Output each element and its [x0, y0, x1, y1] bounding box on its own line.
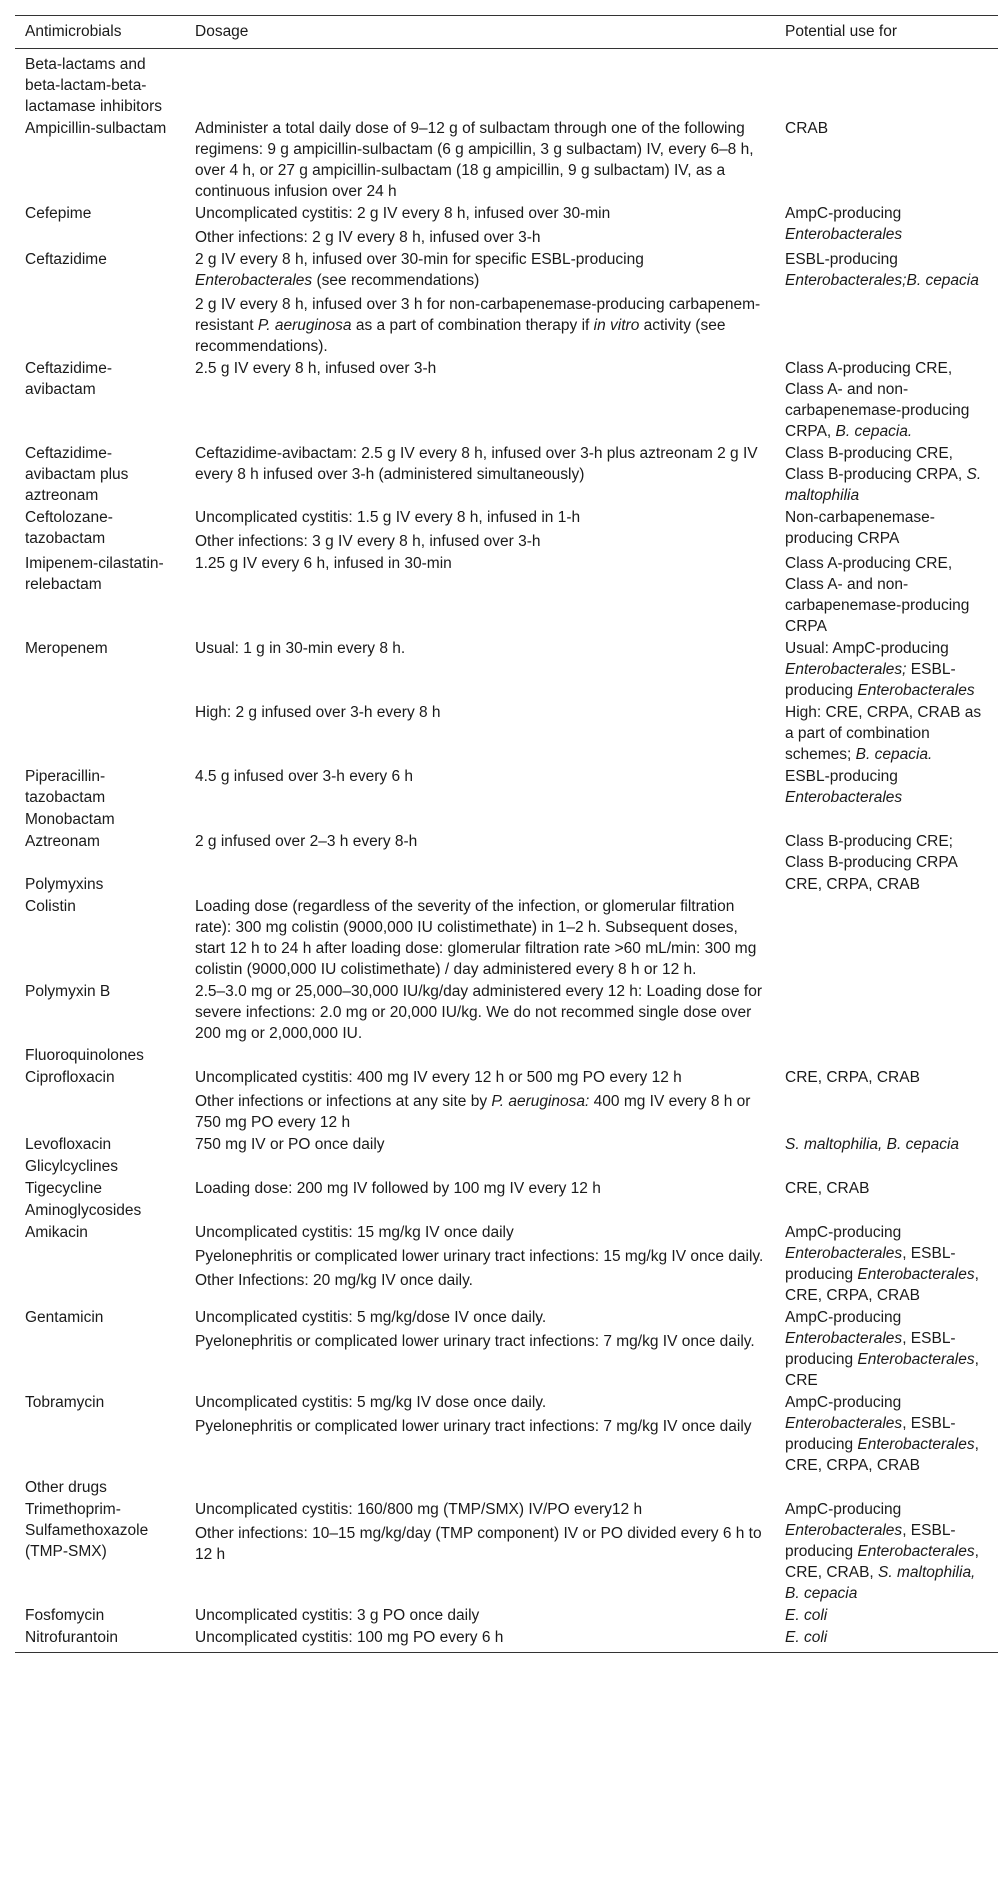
dosage-text: Uncomplicated cystitis: 3 g PO once daily	[195, 1607, 480, 1624]
potential-use-paragraph	[785, 507, 988, 549]
potential-use-cell	[775, 49, 998, 119]
dosage-paragraph	[195, 1091, 765, 1133]
table-row	[15, 1200, 998, 1222]
dosage-text: 2 g IV every 8 h, infused over 30-min for specific ESBL-producing	[195, 251, 644, 268]
table-row	[15, 1499, 998, 1605]
dosage-cell	[185, 507, 775, 553]
dosage-paragraph	[195, 118, 765, 202]
dosage-paragraph	[195, 1392, 765, 1413]
potential-use-text: Enterobacterales	[785, 1522, 903, 1539]
potential-use-text: Enterobacterales	[857, 1436, 975, 1453]
table-row	[15, 553, 998, 638]
antimicrobial-cell: Polymyxin B	[25, 983, 111, 1000]
dosage-cell	[185, 1045, 775, 1067]
antimicrobial-cell: Piperacillin-tazobactam	[25, 768, 106, 806]
potential-use-text: B. cepacia.	[835, 423, 913, 440]
table-row	[15, 1178, 998, 1200]
dosage-text: 4.5 g infused over 3-h every 6 h	[195, 768, 413, 785]
dosage-paragraph	[195, 1178, 765, 1199]
antimicrobial-cell: Aztreonam	[25, 833, 100, 850]
antimicrobial-cell: Ceftazidime	[25, 251, 107, 268]
dosage-text: Enterobacterales	[195, 272, 313, 289]
potential-use-cell	[775, 766, 998, 809]
dosage-text: Uncomplicated cystitis: 2 g IV every 8 h, infused over 30-min	[195, 205, 611, 222]
antimicrobial-cell: Fosfomycin	[25, 1607, 105, 1624]
potential-use-cell	[775, 1627, 998, 1653]
potential-use-cell	[775, 1605, 998, 1627]
dosage-text: P. aeruginosa:	[491, 1093, 590, 1110]
dosage-text: 2.5 g IV every 8 h, infused over 3-h	[195, 360, 437, 377]
potential-use-paragraph	[785, 203, 988, 245]
dosage-text: activity (see recommendations).	[195, 317, 726, 355]
potential-use-cell	[775, 203, 998, 249]
dosage-text: Uncomplicated cystitis: 400 mg IV every 12 h or 500 mg PO every 12 h	[195, 1069, 682, 1086]
antimicrobial-cell: Colistin	[25, 898, 76, 915]
dosage-paragraph	[195, 766, 765, 787]
table-row	[15, 1222, 998, 1307]
potential-use-text: ESBL-producing	[785, 768, 898, 785]
dosage-text: (see recommendations)	[312, 272, 480, 289]
dosage-paragraph	[195, 896, 765, 980]
dosage-cell	[185, 702, 775, 766]
dosage-text: Uncomplicated cystitis: 160/800 mg (TMP/SMX) IV/PO every12 h	[195, 1501, 643, 1518]
potential-use-cell	[775, 249, 998, 358]
table-body	[15, 49, 998, 1653]
potential-use-paragraph	[785, 702, 988, 765]
dosage-paragraph	[195, 1270, 765, 1291]
potential-use-text: AmpC-producing	[785, 1394, 902, 1411]
dosage-text: Administer a total daily dose of 9–12 g of sulbactam through one of the following regimens: 9 g ampicillin-sulbactam (6 g ampicillin, 3 g sulbactam) IV, every 6–8 h, over 4 h, or 27 g ampicillin-sulbactam (18 g ampicillin, 9 g sulbactam) IV, as a continuous infusion over 24 h	[195, 120, 754, 200]
dosage-text: Uncomplicated cystitis: 100 mg PO every 6 h	[195, 1629, 504, 1646]
potential-use-paragraph	[785, 638, 988, 701]
potential-use-text: Class B-producing CRE; Class B-producing CRPA	[785, 833, 958, 871]
dosage-text: Uncomplicated cystitis: 5 mg/kg/dose IV once daily.	[195, 1309, 547, 1326]
dosage-cell	[185, 766, 775, 809]
antimicrobial-cell: Gentamicin	[25, 1309, 104, 1326]
antimicrobial-cell: Nitrofurantoin	[15, 1627, 185, 1653]
dosage-paragraph	[195, 358, 765, 379]
potential-use-cell	[775, 1477, 998, 1499]
potential-use-cell	[775, 507, 998, 553]
dosage-paragraph	[195, 1331, 765, 1352]
dosage-cell	[185, 809, 775, 831]
table-row	[15, 809, 998, 831]
antimicrobial-cell: Glicylcyclines	[25, 1158, 119, 1175]
header-potential-use: Potential use for	[775, 16, 998, 49]
dosage-paragraph	[195, 531, 765, 552]
table-row	[15, 874, 998, 896]
dosage-text: in vitro	[593, 317, 640, 334]
potential-use-paragraph	[785, 1067, 988, 1088]
dosage-cell	[185, 1392, 775, 1477]
potential-use-text: , ESBL-producing	[785, 1522, 956, 1560]
potential-use-paragraph	[785, 831, 988, 873]
dosage-text: 2 g infused over 2–3 h every 8-h	[195, 833, 418, 850]
potential-use-text: Enterobacterales	[857, 682, 975, 699]
dosage-paragraph	[195, 294, 765, 357]
dosage-cell	[185, 1307, 775, 1392]
potential-use-text: AmpC-producing	[785, 1501, 902, 1518]
dosage-cell	[185, 981, 775, 1045]
potential-use-text: B. cepacia.	[855, 746, 933, 763]
potential-use-text: Enterobacterales	[857, 1266, 975, 1283]
dosage-paragraph	[195, 1416, 765, 1437]
antimicrobial-cell: Levofloxacin	[25, 1136, 112, 1153]
dosage-paragraph	[195, 1246, 765, 1267]
dosage-paragraph	[195, 1134, 765, 1155]
potential-use-paragraph	[785, 249, 988, 291]
dosage-cell	[185, 1134, 775, 1156]
potential-use-paragraph	[785, 1134, 988, 1155]
table-row	[15, 443, 998, 507]
dosage-cell	[185, 1200, 775, 1222]
potential-use-cell	[775, 702, 998, 766]
table-row	[15, 249, 998, 358]
potential-use-cell	[775, 1200, 998, 1222]
dosage-text: Other infections: 2 g IV every 8 h, infused over 3-h	[195, 229, 541, 246]
dosage-cell	[185, 118, 775, 203]
potential-use-text: , ESBL-producing	[785, 1330, 956, 1368]
potential-use-text: Enterobacterales	[785, 1245, 903, 1262]
table-row	[15, 638, 998, 702]
dosage-text: Ceftazidime-avibactam: 2.5 g IV every 8 h, infused over 3-h plus aztreonam 2 g IV every 8 h infused over 3-h (administered simultaneously)	[195, 445, 758, 483]
potential-use-cell	[775, 874, 998, 896]
antimicrobial-cell: Beta-lactams and beta-lactam-beta-lactamase inhibitors	[25, 56, 162, 115]
dosage-text: Other Infections: 20 mg/kg IV once daily.	[195, 1272, 473, 1289]
potential-use-paragraph	[785, 1499, 988, 1604]
dosage-cell	[185, 896, 775, 981]
potential-use-cell	[775, 443, 998, 507]
potential-use-cell	[775, 1307, 998, 1392]
dosage-cell	[185, 831, 775, 874]
table-row	[15, 1605, 998, 1627]
dosage-text: High: 2 g infused over 3-h every 8 h	[195, 704, 441, 721]
potential-use-text: ESBL-producing	[785, 251, 898, 268]
potential-use-text: Enterobacterales	[857, 1351, 975, 1368]
antimicrobial-cell: Imipenem-cilastatin-relebactam	[25, 555, 164, 593]
dosage-text: 2.5–3.0 mg or 25,000–30,000 IU/kg/day administered every 12 h: Loading dose for severe infections: 2.0 mg or 20,000 IU/kg. We do not recommed single dose over 200 mg or 2,000,000 IU.	[195, 983, 762, 1042]
potential-use-cell	[775, 1499, 998, 1605]
table-row	[15, 1392, 998, 1477]
dosage-paragraph	[195, 1605, 765, 1626]
antimicrobials-table	[15, 15, 998, 1653]
potential-use-text: Class A-producing CRE, Class A- and non-carbapenemase-producing CRPA,	[785, 360, 970, 440]
dosage-text: Uncomplicated cystitis: 5 mg/kg IV dose once daily.	[195, 1394, 547, 1411]
potential-use-cell	[775, 358, 998, 443]
potential-use-paragraph	[785, 1307, 988, 1391]
dosage-text: as a part of combination therapy if	[351, 317, 594, 334]
dosage-text: Pyelonephritis or complicated lower urinary tract infections: 15 mg/kg IV once daily.	[195, 1248, 764, 1265]
antimicrobial-cell: Polymyxins	[25, 876, 104, 893]
dosage-cell	[185, 1156, 775, 1178]
antimicrobial-cell: Trimethoprim-Sulfamethoxazole (TMP-SMX)	[25, 1501, 149, 1560]
dosage-text: 2 g IV every 8 h, infused over 3 h for non-carbapenemase-producing carbapenem-resistant	[195, 296, 761, 334]
potential-use-text: S. maltophilia	[785, 466, 982, 504]
potential-use-paragraph	[785, 1605, 988, 1626]
table-row	[15, 896, 998, 981]
header-dosage: Dosage	[185, 16, 775, 49]
table-row	[15, 1134, 998, 1156]
potential-use-cell	[775, 1178, 998, 1200]
dosage-cell	[185, 1499, 775, 1605]
potential-use-cell	[775, 553, 998, 638]
potential-use-text: , CRE, CRAB,	[785, 1543, 979, 1581]
potential-use-paragraph	[785, 766, 988, 808]
potential-use-cell	[775, 896, 998, 981]
potential-use-text: CRAB	[785, 120, 829, 137]
antimicrobial-cell: Tigecycline	[25, 1180, 102, 1197]
dosage-cell	[185, 1477, 775, 1499]
potential-use-paragraph	[785, 1392, 988, 1476]
dosage-paragraph	[195, 227, 765, 248]
potential-use-cell	[775, 1156, 998, 1178]
potential-use-cell	[775, 1045, 998, 1067]
potential-use-paragraph	[785, 1627, 988, 1648]
dosage-paragraph	[195, 1627, 765, 1648]
dosage-cell	[185, 443, 775, 507]
potential-use-cell	[775, 638, 998, 702]
antimicrobial-cell: Meropenem	[25, 640, 108, 657]
dosage-text: 750 mg IV or PO once daily	[195, 1136, 385, 1153]
potential-use-text: Enterobacterales	[785, 1330, 903, 1347]
potential-use-paragraph	[785, 553, 988, 637]
table-row	[15, 1067, 998, 1134]
dosage-text: Loading dose (regardless of the severity of the infection, or glomerular filtration rate): 300 mg colistin (9000,000 IU colistimethate) in 1–2 h. Subsequent doses, start 12 h to 24 h after loading dose: glomerular filtration rate >60 mL/min: 300 mg colistin (9000,000 IU colistimethate) / day administered every 8 h or 12 h.	[195, 898, 757, 978]
potential-use-cell	[775, 118, 998, 203]
potential-use-paragraph	[785, 1178, 988, 1199]
potential-use-text: S. maltophilia, B. cepacia	[785, 1136, 960, 1153]
potential-use-text: ESBL-producing	[785, 661, 956, 699]
header-antimicrobials: Antimicrobials	[15, 16, 185, 49]
antimicrobial-cell: Ciprofloxacin	[25, 1069, 115, 1086]
table-row	[15, 1045, 998, 1067]
dosage-paragraph	[195, 1523, 765, 1565]
table-row	[15, 49, 998, 119]
potential-use-paragraph	[785, 118, 988, 139]
potential-use-text: E. coli	[785, 1607, 828, 1624]
potential-use-text: Enterobacterales	[785, 1415, 903, 1432]
dosage-paragraph	[195, 1222, 765, 1243]
dosage-text: 400 mg IV every 8 h or 750 mg PO every 12 h	[195, 1093, 751, 1131]
dosage-text: Usual: 1 g in 30-min every 8 h.	[195, 640, 406, 657]
potential-use-text: Enterobacterales;B. cepacia	[785, 272, 979, 289]
potential-use-cell	[775, 1134, 998, 1156]
dosage-paragraph	[195, 443, 765, 485]
table-row	[15, 1477, 998, 1499]
potential-use-text: E. coli	[785, 1629, 828, 1646]
dosage-cell	[185, 553, 775, 638]
potential-use-text: Enterobacterales	[857, 1543, 975, 1560]
dosage-text: Pyelonephritis or complicated lower urinary tract infections: 7 mg/kg IV once daily.	[195, 1333, 755, 1350]
table-row	[15, 1307, 998, 1392]
table-row	[15, 203, 998, 249]
table-row	[15, 1627, 998, 1653]
antimicrobial-cell: Aminoglycosides	[25, 1202, 142, 1219]
dosage-cell	[185, 249, 775, 358]
table-row	[15, 981, 998, 1045]
antimicrobial-cell: Amikacin	[25, 1224, 88, 1241]
dosage-paragraph	[195, 702, 765, 723]
dosage-paragraph	[195, 1307, 765, 1328]
potential-use-cell	[775, 981, 998, 1045]
potential-use-paragraph	[785, 874, 988, 895]
potential-use-text: CRE, CRPA, CRAB	[785, 1069, 920, 1086]
table-header	[15, 16, 998, 49]
potential-use-text: , ESBL-producing	[785, 1415, 956, 1453]
potential-use-text: Enterobacterales	[785, 226, 903, 243]
potential-use-text: S. maltophilia, B. cepacia	[785, 1564, 976, 1602]
dosage-text: Other infections: 10–15 mg/kg/day (TMP component) IV or PO divided every 6 h to 12 h	[195, 1525, 762, 1563]
antimicrobial-cell: Monobactam	[25, 811, 115, 828]
dosage-cell	[185, 1178, 775, 1200]
table-row	[15, 358, 998, 443]
dosage-text: Loading dose: 200 mg IV followed by 100 mg IV every 12 h	[195, 1180, 601, 1197]
potential-use-cell	[775, 1222, 998, 1307]
table-row	[15, 766, 998, 809]
potential-use-text: Class A-producing CRE, Class A- and non-carbapenemase-producing CRPA	[785, 555, 970, 635]
potential-use-cell	[775, 1392, 998, 1477]
antimicrobial-cell: Fluoroquinolones	[25, 1047, 144, 1064]
dosage-text: Uncomplicated cystitis: 1.5 g IV every 8 h, infused in 1-h	[195, 509, 581, 526]
potential-use-paragraph	[785, 443, 988, 506]
antimicrobial-cell: Ampicillin-sulbactam	[25, 120, 167, 137]
potential-use-text: , CRE	[785, 1351, 979, 1389]
potential-use-text: High: CRE, CRPA, CRAB as a part of combination schemes;	[785, 704, 982, 763]
dosage-paragraph	[195, 831, 765, 852]
table-row	[15, 702, 998, 766]
table-row	[15, 831, 998, 874]
potential-use-text: AmpC-producing	[785, 205, 902, 222]
dosage-paragraph	[195, 981, 765, 1044]
dosage-text: Other infections or infections at any site by	[195, 1093, 492, 1110]
table-container	[15, 15, 998, 1653]
potential-use-text: Class B-producing CRE, Class B-producing CRPA,	[785, 445, 967, 483]
dosage-text: Pyelonephritis or complicated lower urinary tract infections: 7 mg/kg IV once daily	[195, 1418, 752, 1435]
dosage-cell	[185, 1067, 775, 1134]
dosage-paragraph	[195, 553, 765, 574]
potential-use-cell	[775, 1067, 998, 1134]
potential-use-text: AmpC-producing	[785, 1224, 902, 1241]
potential-use-text: AmpC-producing	[785, 1309, 902, 1326]
dosage-text: 1.25 g IV every 6 h, infused in 30-min	[195, 555, 452, 572]
potential-use-cell	[775, 809, 998, 831]
header-row	[15, 16, 998, 49]
dosage-cell	[185, 1605, 775, 1627]
dosage-text: P. aeruginosa	[257, 317, 352, 334]
dosage-text: Uncomplicated cystitis: 15 mg/kg IV once daily	[195, 1224, 514, 1241]
table-row	[15, 1156, 998, 1178]
potential-use-text: Enterobacterales;	[785, 661, 907, 678]
dosage-paragraph	[195, 507, 765, 528]
potential-use-text: , CRE, CRPA, CRAB	[785, 1436, 979, 1474]
dosage-cell	[185, 49, 775, 119]
dosage-paragraph	[195, 1499, 765, 1520]
dosage-paragraph	[195, 1067, 765, 1088]
dosage-cell	[185, 1627, 775, 1653]
potential-use-text: Enterobacterales	[785, 789, 903, 806]
dosage-cell	[185, 874, 775, 896]
potential-use-text: , ESBL-producing	[785, 1245, 956, 1283]
table-row	[15, 507, 998, 553]
antimicrobial-cell: Tobramycin	[25, 1394, 105, 1411]
potential-use-cell	[775, 831, 998, 874]
potential-use-text: CRE, CRPA, CRAB	[785, 876, 920, 893]
potential-use-text: CRE, CRAB	[785, 1180, 870, 1197]
potential-use-text: , CRE, CRPA, CRAB	[785, 1266, 979, 1304]
dosage-cell	[185, 358, 775, 443]
antimicrobial-cell: Ceftazidime-avibactam	[25, 360, 112, 398]
antimicrobial-cell: Ceftazidime-avibactam plus aztreonam	[25, 445, 129, 504]
table-row	[15, 118, 998, 203]
antimicrobial-cell: Other drugs	[25, 1479, 107, 1496]
dosage-paragraph	[195, 203, 765, 224]
potential-use-text: Usual: AmpC-producing	[785, 640, 949, 657]
dosage-cell	[185, 1222, 775, 1307]
dosage-cell	[185, 638, 775, 702]
dosage-text: Other infections: 3 g IV every 8 h, infused over 3-h	[195, 533, 541, 550]
potential-use-paragraph	[785, 1222, 988, 1306]
potential-use-text: Non-carbapenemase-producing CRPA	[785, 509, 935, 547]
antimicrobial-cell: Cefepime	[25, 205, 92, 222]
antimicrobial-cell	[15, 702, 185, 766]
dosage-paragraph	[195, 638, 765, 659]
dosage-cell	[185, 203, 775, 249]
antimicrobial-cell: Ceftolozane-tazobactam	[25, 509, 113, 547]
potential-use-paragraph	[785, 358, 988, 442]
dosage-paragraph	[195, 249, 765, 291]
